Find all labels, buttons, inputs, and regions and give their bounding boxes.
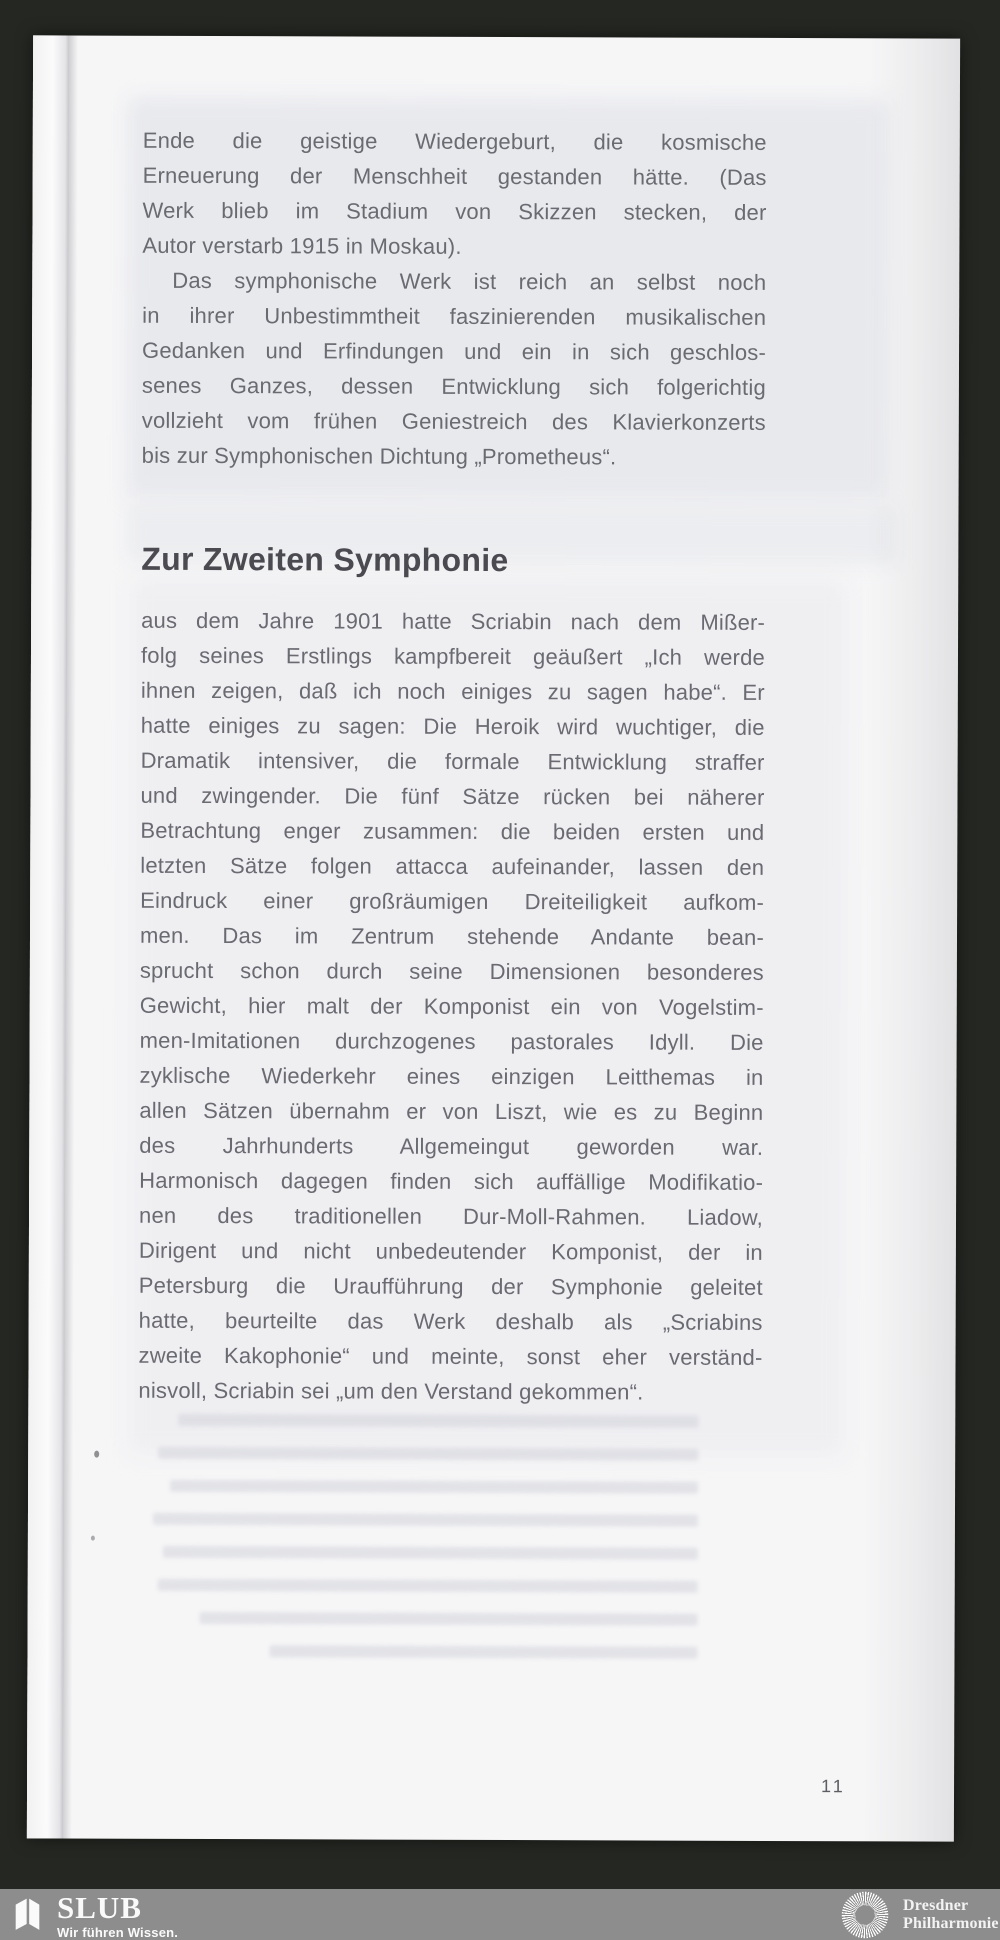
bleedthrough-line: [178, 1414, 698, 1428]
scanned-page: [27, 35, 960, 1841]
text-line: des Jahrhunderts Allgemeingut geworden war.: [139, 1132, 764, 1160]
bleedthrough-text: [152, 1414, 698, 1680]
philharmonie-line2: Philharmonie: [903, 1914, 999, 1932]
philharmonie-line1: Dresdner: [903, 1896, 969, 1914]
page-number: 11: [821, 1776, 846, 1797]
text-line: zweite Kakophonie“ und meinte, sonst eher verständ-: [138, 1342, 763, 1370]
text-line: Ende die geistige Wiedergeburt, die kosmische: [142, 127, 767, 155]
text-line: men. Das im Zentrum stehende Andante bean-: [139, 922, 765, 950]
scan-speck: [94, 1451, 99, 1458]
bleedthrough-line: [269, 1645, 697, 1658]
text-line: nisvoll, Scriabin sei „um den Verstand gekommen“.: [138, 1377, 644, 1405]
bleedthrough-line: [163, 1546, 698, 1560]
text-line: Gewicht, hier malt der Komponist ein von Vogelstim-: [139, 992, 764, 1020]
text-line: sprucht schon durch seine Dimensionen besonderes: [139, 957, 764, 985]
text-line: Erneuerung der Menschheit gestanden hätte. (Das: [142, 162, 767, 190]
page-curvature-shadow: [862, 38, 960, 1841]
slub-logo: [14, 1890, 179, 1940]
text-line: Werk blieb im Stadium von Skizzen stecken, der: [142, 197, 767, 225]
paragraph-continuation: [142, 123, 767, 475]
text-line: zyklische Wiederkehr eines einzigen Leitthemas in: [139, 1062, 764, 1090]
bleedthrough-line: [170, 1480, 698, 1494]
text-line: Betrachtung enger zusammen: die beiden ersten und: [140, 817, 765, 845]
library-watermark-bar: [0, 1889, 1000, 1940]
open-book-icon: [14, 1896, 41, 1930]
text-line: hatte, beurteilte das Werk deshalb als „Scriabins: [138, 1307, 763, 1335]
text-line: hatte einiges zu sagen: Die Heroik wird wuchtiger, die: [140, 712, 765, 740]
bleedthrough-line: [200, 1612, 698, 1626]
text-line: senes Ganzes, dessen Entwicklung sich folgerichtig: [141, 372, 766, 400]
scan-speck: [91, 1536, 95, 1541]
text-line: Petersburg die Uraufführung der Symphonie geleitet: [138, 1272, 763, 1300]
text-line: Dirigent und nicht unbedeutender Komponist, der in: [138, 1237, 763, 1265]
slub-tagline: Wir führen Wissen.: [57, 1925, 179, 1940]
bleedthrough-line: [153, 1513, 698, 1527]
text-line: Eindruck einer großräumigen Dreiteiligkeit aufkom-: [140, 887, 765, 915]
text-line: allen Sätzen übernahm er von Liszt, wie es zu Beginn: [139, 1097, 764, 1125]
text-line: Dramatik intensiver, die formale Entwicklung straffer: [140, 747, 765, 775]
text-line: aus dem Jahre 1901 hatte Scriabin nach dem Mißer-: [141, 607, 766, 635]
text-line: nen des traditionellen Dur-Moll-Rahmen. Liadow,: [138, 1202, 764, 1230]
text-line: in ihrer Unbestimmtheit faszinierenden musikalischen: [142, 302, 767, 330]
slub-wordmark: SLUB: [57, 1890, 142, 1925]
sunburst-icon: [840, 1890, 890, 1940]
text-line: und zwingender. Die fünf Sätze rücken bei näherer: [140, 782, 765, 810]
text-line: Harmonisch dagegen finden sich auffällige Modifikatio-: [139, 1167, 764, 1195]
text-line: letzten Sätze folgen attacca aufeinander, lassen den: [140, 852, 765, 880]
text-line: men-Imitationen durchzogenes pastorales Idyll. Die: [139, 1027, 764, 1055]
text-line: vollzieht vom frühen Geniestreich des Klavierkonzerts: [141, 407, 766, 435]
text-line: bis zur Symphonischen Dichtung „Prometheus“.: [141, 442, 617, 470]
text-line: Gedanken und Erfindungen und ein in sich geschlos-: [142, 337, 767, 365]
philharmonie-logo: [840, 1889, 999, 1940]
text-line: Autor verstarb 1915 in Moskau).: [142, 232, 462, 259]
text-line: Das symphonische Werk ist reich an selbst noch: [172, 267, 767, 295]
section-heading: Zur Zweiten Symphonie: [141, 540, 509, 579]
text-line: ihnen zeigen, daß ich noch einiges zu sagen habe“. Er: [140, 677, 765, 705]
text-line: folg seines Erstlings kampfbereit geäußert „Ich werde: [140, 642, 766, 670]
bleedthrough-line: [158, 1579, 698, 1593]
bleedthrough-line: [158, 1447, 698, 1461]
paragraph-symphonie: [138, 603, 765, 1410]
